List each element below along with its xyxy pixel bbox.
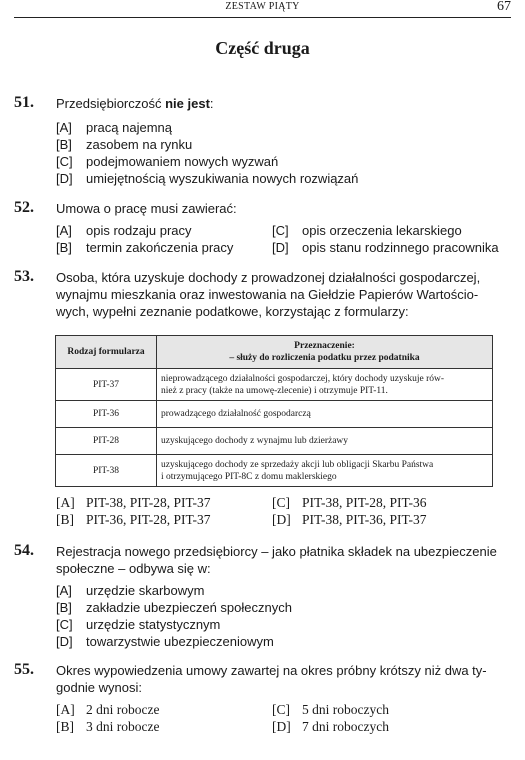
option-letter: [A]	[56, 223, 72, 238]
option-text: podejmowaniem nowych wyzwań	[86, 154, 279, 169]
option-c	[272, 701, 389, 718]
table-header-purpose	[157, 336, 493, 369]
option-text: 5 dni roboczych	[302, 702, 389, 717]
table-cell-purpose: prowadzącego działalność gospodarczą	[157, 401, 493, 428]
table-cell-purpose	[157, 455, 493, 487]
pit-forms-table	[55, 335, 493, 487]
option-d	[56, 170, 358, 187]
question-text-part: :	[209, 96, 214, 111]
table-cell-purpose	[157, 369, 493, 401]
section-title: Część druga	[215, 38, 310, 58]
question-number: 52.	[14, 199, 34, 216]
option-a	[56, 494, 211, 511]
page-header	[14, 0, 511, 18]
table-cell-purpose: uzyskującego dochody z wynajmu lub dzierżawy	[157, 428, 493, 455]
table-cell-form-code: PIT-37	[56, 369, 157, 401]
option-letter: [D]	[272, 240, 289, 255]
question-text-line: godnie wynosi:	[56, 680, 142, 695]
table-cell-purpose-line: nieprowadzącego działalności gospodarczej, który dochody uzyskuje rów-	[161, 373, 445, 384]
option-text: PIT-36, PIT-28, PIT-37	[86, 512, 211, 527]
option-text: towarzystwie ubezpieczeniowym	[86, 634, 274, 649]
option-letter: [A]	[56, 583, 72, 598]
option-text: PIT-38, PIT-28, PIT-36	[302, 495, 427, 510]
table-header-form-type: Rodzaj formularza	[56, 336, 157, 369]
table-cell-form-code: PIT-38	[56, 455, 157, 487]
option-text: opis rodzaju pracy	[86, 223, 192, 238]
table-row	[56, 369, 493, 401]
option-letter: [C]	[272, 702, 290, 717]
option-a	[56, 701, 159, 718]
option-text: zasobem na rynku	[86, 137, 193, 152]
question-text-line: Osoba, która uzyskuje dochody z prowadzonej działalności gospodarczej,	[56, 270, 481, 285]
option-text: opis stanu rodzinnego pracownika	[302, 240, 499, 255]
question-text	[56, 95, 490, 112]
table-row	[56, 455, 493, 487]
option-text: 7 dni roboczych	[302, 719, 389, 734]
question-text-line: wych, wypełni zeznanie podatkowe, korzystając z formularzy:	[56, 304, 409, 319]
option-letter: [B]	[56, 600, 72, 615]
question-55	[14, 661, 490, 741]
option-a	[56, 222, 192, 239]
option-text: PIT-38, PIT-36, PIT-37	[302, 512, 427, 527]
option-d	[56, 633, 274, 650]
page-number: 67	[497, 0, 511, 14]
table-header-purpose-line: – służy do rozliczenia podatku przez podatnika	[229, 353, 420, 363]
question-text-emphasis: nie jest	[165, 96, 210, 111]
question-number: 53.	[14, 268, 34, 285]
option-d	[272, 239, 499, 256]
option-letter: [B]	[56, 719, 74, 734]
option-letter: [B]	[56, 512, 74, 527]
option-letter: [A]	[56, 495, 75, 510]
option-a	[56, 582, 205, 599]
option-letter: [B]	[56, 137, 72, 152]
table-cell-purpose-line: i otrzymującego PIT-8C z domu maklerskiego	[161, 471, 337, 482]
question-text-line: wynajmu mieszkania oraz inwestowania na Giełdzie Papierów Wartościo-	[56, 287, 479, 302]
option-text: urzędzie skarbowym	[86, 583, 205, 598]
option-letter: [A]	[56, 120, 72, 135]
question-number: 55.	[14, 661, 34, 678]
table-cell-purpose-line: uzyskującego dochody ze sprzedaży akcji lub obligacji Skarbu Państwa	[161, 459, 434, 470]
option-letter: [D]	[272, 512, 291, 527]
table-cell-purpose-line: nież z pracy (także na umowę-zlecenie) i otrzymuje PIT-11.	[161, 385, 388, 396]
option-letter: [B]	[56, 240, 72, 255]
option-letter: [D]	[56, 634, 73, 649]
option-text: PIT-38, PIT-28, PIT-37	[86, 495, 211, 510]
question-number: 54.	[14, 542, 34, 559]
option-b	[56, 718, 159, 735]
option-c	[272, 222, 462, 239]
option-letter: [C]	[56, 617, 73, 632]
question-text-line: Rejestracja nowego przedsiębiorcy – jako płatnika składek na ubezpieczenie	[56, 544, 497, 559]
question-54	[14, 542, 497, 652]
option-text: opis orzeczenia lekarskiego	[302, 223, 462, 238]
table-row	[56, 428, 493, 455]
option-letter: [C]	[272, 223, 289, 238]
option-b	[56, 239, 233, 256]
question-53	[14, 268, 490, 328]
question-text-part: Przedsiębiorczość	[56, 96, 166, 111]
option-text: termin zakończenia pracy	[86, 240, 234, 255]
question-text: Umowa o pracę musi zawierać:	[56, 201, 237, 216]
option-b	[56, 136, 192, 153]
option-text: 2 dni robocze	[86, 702, 160, 717]
header-title: ZESTAW PIĄTY	[225, 1, 300, 12]
question-text-line: społeczne – odbywa się w:	[56, 561, 211, 576]
option-text: pracą najemną	[86, 120, 172, 135]
question-53-options	[14, 494, 490, 534]
option-b	[56, 511, 211, 528]
question-number: 51.	[14, 94, 34, 111]
option-letter: [D]	[272, 719, 291, 734]
option-d	[272, 511, 427, 528]
table-header-purpose-line: Przeznaczenie:	[294, 341, 355, 351]
table-row	[56, 401, 493, 428]
option-text: 3 dni robocze	[86, 719, 160, 734]
option-letter: [C]	[56, 154, 73, 169]
option-c	[272, 494, 427, 511]
table-header-row	[56, 336, 493, 369]
option-text: umiejętnością wyszukiwania nowych rozwiązań	[86, 171, 359, 186]
option-letter: [D]	[56, 171, 73, 186]
option-text: urzędzie statystycznym	[86, 617, 221, 632]
option-c	[56, 153, 278, 170]
option-text: zakładzie ubezpieczeń społecznych	[86, 600, 292, 615]
option-d	[272, 718, 389, 735]
option-b	[56, 599, 292, 616]
question-51	[14, 94, 490, 194]
option-a	[56, 119, 172, 136]
question-text-line: Okres wypowiedzenia umowy zawartej na okres próbny krótszy niż dwa ty-	[56, 663, 487, 678]
option-letter: [A]	[56, 702, 75, 717]
table-cell-form-code: PIT-28	[56, 428, 157, 455]
option-c	[56, 616, 220, 633]
question-52	[14, 199, 499, 259]
table-cell-form-code: PIT-36	[56, 401, 157, 428]
option-letter: [C]	[272, 495, 290, 510]
